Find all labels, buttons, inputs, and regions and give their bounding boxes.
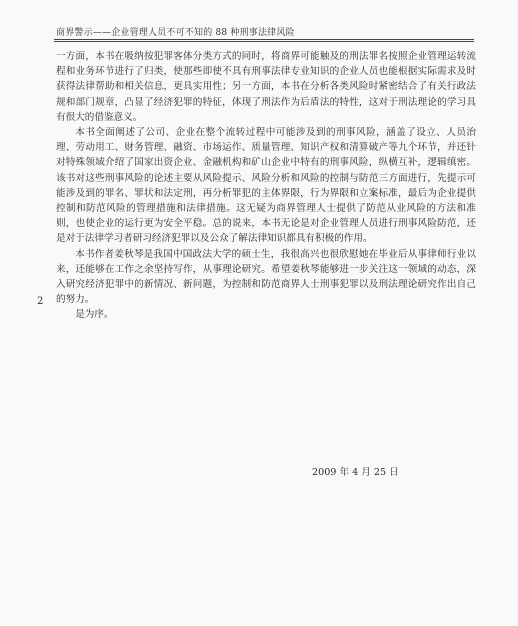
paragraph-2: 本书全面阐述了公司、企业在整个流转过程中可能涉及到的刑事风险，涵盖了设立、人员治理、劳动用工、财务管理、融资、市场运作、质量管理、知识产权和清算破产等九个环节，并还针对特殊领域介绍了国家出资企业、金融机构和矿山企业中特有的刑事风险，纵横互补，逻辑缜密。该书对这些刑事风险的论述主要从风险提示、风险分析和风险的控制与防范三方面进行，先提示可能涉及到的罪名、罪状和法定刑，再分析罪犯的主体界限，行为界限和立案标准，最后为企业提供控制和防范风险的管理措施和法律措施。这无疑为商界管理人士提供了防范从业风险的方法和准则，也使企业的运行更为安全平稳。总的说来，本书无论是对企业管理人员进行刑事风险防范，还是对于法律学习者研习经济犯罪以及公众了解法律知识都具有积极的作用。 — [56, 127, 476, 245]
header-rule — [54, 39, 474, 40]
paragraph-4: 是为序。 — [75, 309, 114, 321]
paragraph-1: 一方面，本书在吸纳按犯罪客体分类方式的同时，将商界可能触及的刑法罪名按照企业管理运转流程和业务环节进行了归类，使那些即使不具有刑事法律专业知识的企业人员也能根据实际需求及时获得法律帮助和相关信息，更具实用性；另一方面，本书在分析各类风险时紧密结合了有关行政法规和部门规章，凸显了经济犯罪的特征，体现了刑法作为后盾法的特性，这对于刑法理论的学习具有很大的借鉴意义。 — [56, 51, 476, 123]
body-text — [56, 49, 476, 323]
running-header: 商界警示——企业管理人员不可不知的 88 种刑事法律风险 — [56, 28, 295, 38]
header-rule-thin — [54, 41, 474, 42]
paragraph-3: 本书作者姜秋琴是我国中国政法大学的硕士生，我很高兴也很欣慰她在毕业后从事律师行业以来，还能够在工作之余坚持写作，从事理论研究。希望姜秋琴能够进一步关注这一领域的动态，深入研究经济犯罪中的新情况、新问题，为控制和防范商界人士刑事犯罪以及刑法理论研究作出自己的努力。 — [56, 248, 476, 306]
page-number: 2 — [37, 296, 44, 307]
signature-date: 2009 年 4 月 25 日 — [312, 467, 399, 478]
